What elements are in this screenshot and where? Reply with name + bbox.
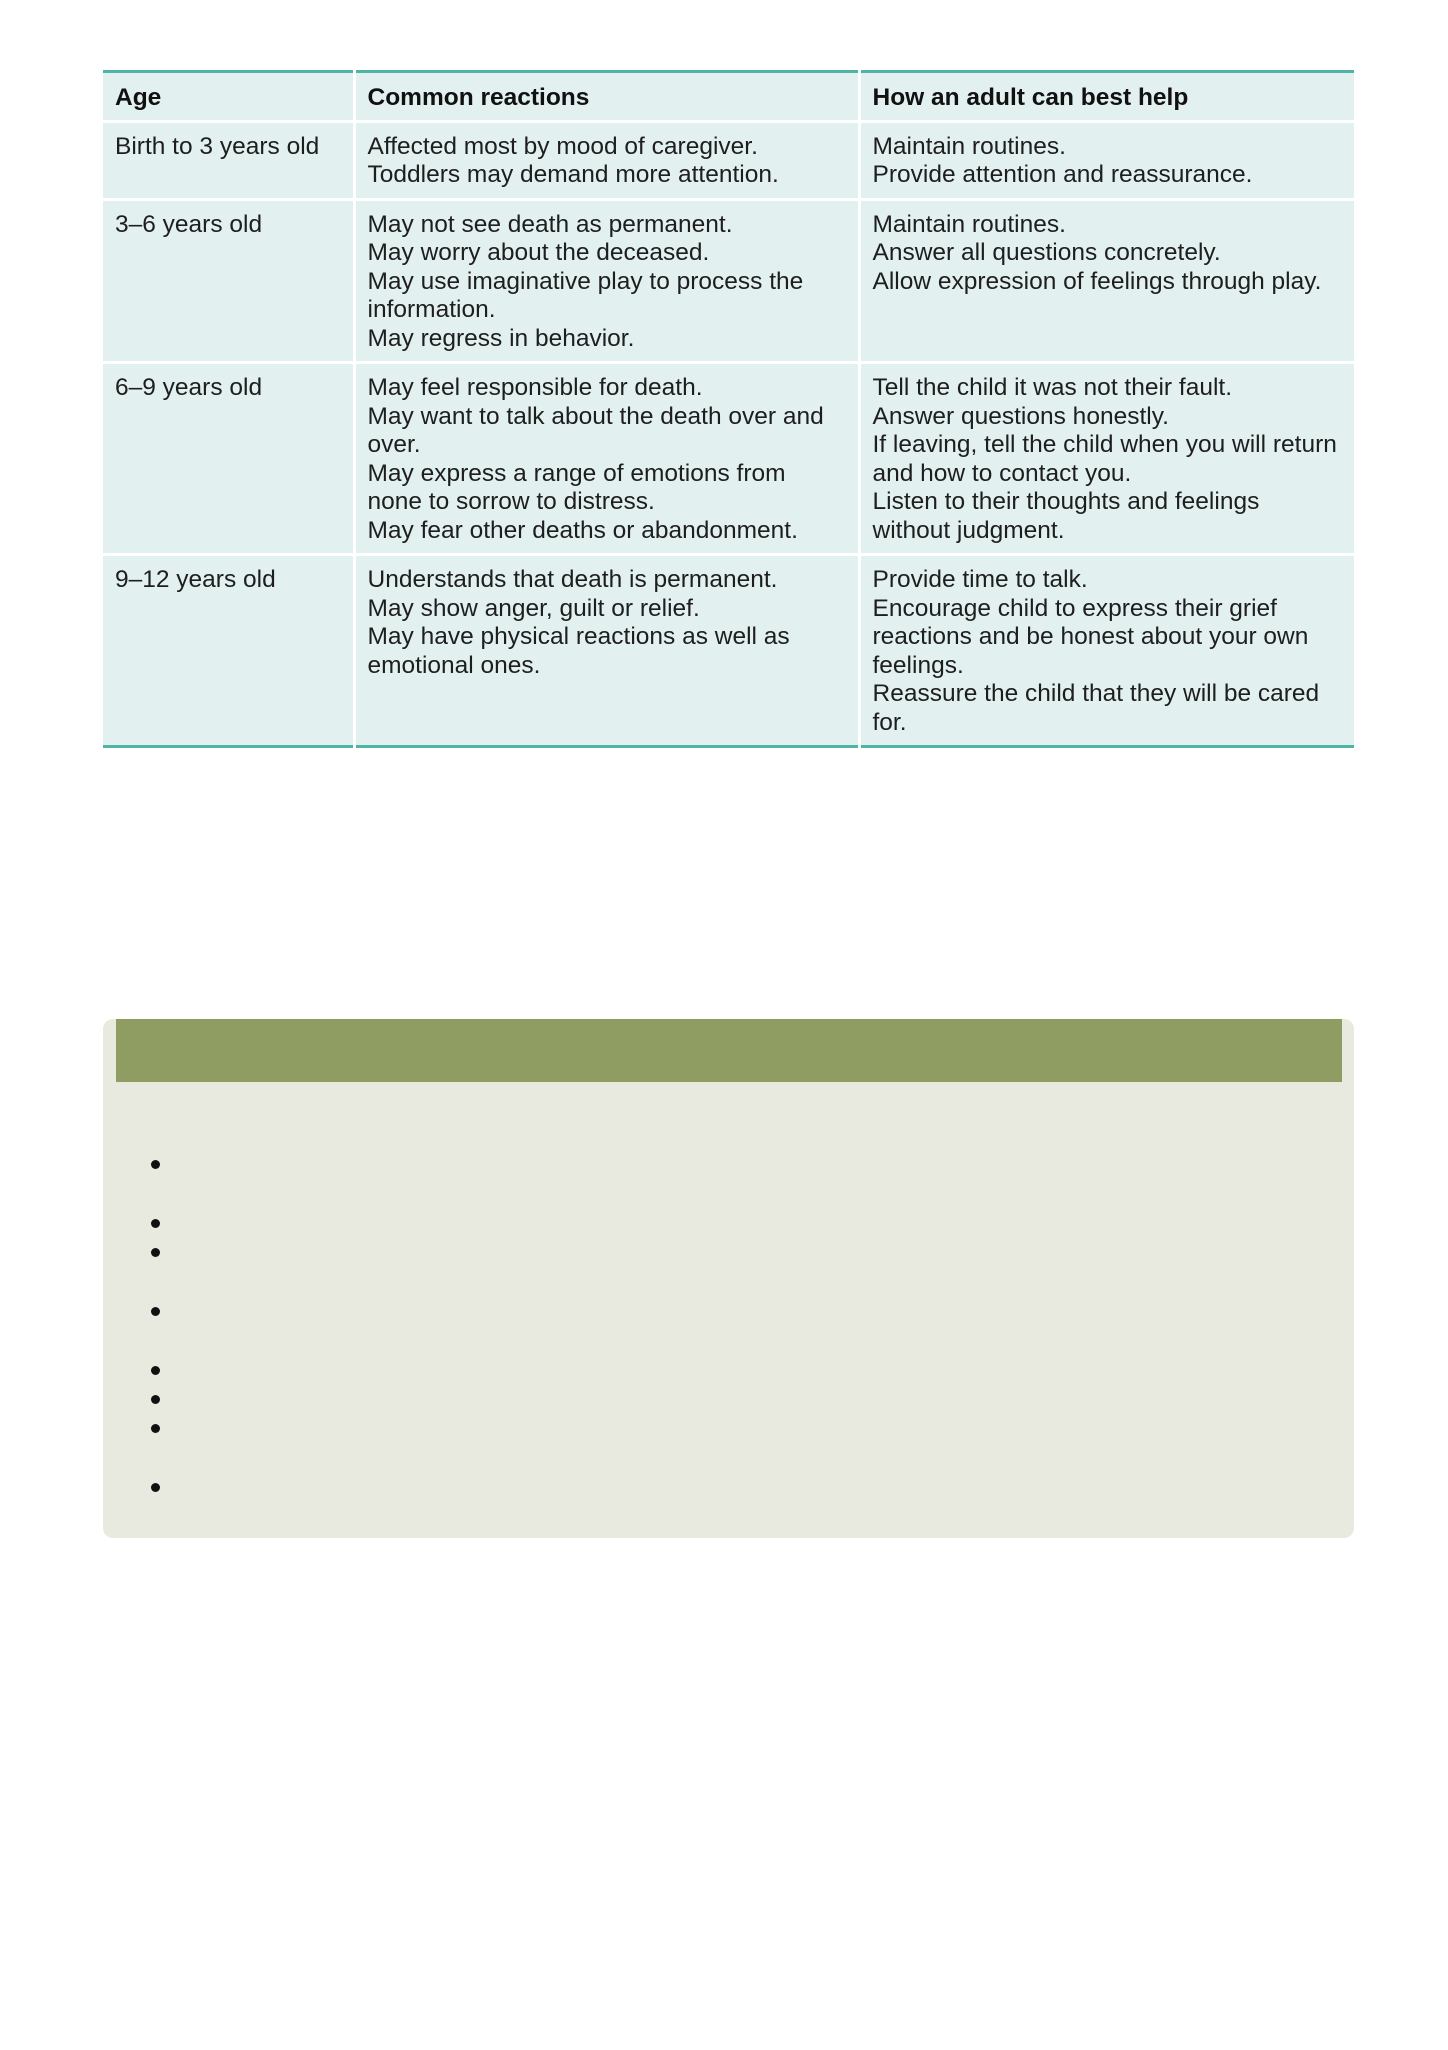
help-line: Provide time to talk. <box>872 566 1088 593</box>
reaction-line: Affected most by mood of caregiver. <box>367 132 758 160</box>
tips-panel <box>103 1019 1354 1538</box>
help-line: Listen to their thoughts and feelings without judgment. <box>872 488 1260 544</box>
reactions-cell <box>354 555 859 747</box>
reaction-line: May not see death as permanent. <box>367 210 733 238</box>
help-line: Maintain routines. <box>872 132 1066 160</box>
help-cell <box>859 199 1354 363</box>
reaction-line: May use imaginative play to process the information. <box>367 267 804 323</box>
list-item-bullet <box>151 1483 160 1492</box>
reaction-line: May show anger, guilt or relief. <box>367 594 700 622</box>
table-row <box>103 555 1354 747</box>
reaction-line: May want to talk about the death over and over. <box>367 402 824 458</box>
reaction-line: Understands that death is permanent. <box>367 566 778 593</box>
help-line: Provide attention and reassurance. <box>872 161 1253 188</box>
table-header-row <box>103 72 1354 122</box>
reactions-cell <box>354 363 859 555</box>
reactions-cell <box>354 199 859 363</box>
help-line: Reassure the child that they will be cared for. <box>872 680 1320 736</box>
tips-bullet-list <box>103 1019 1354 1538</box>
help-line: Maintain routines. <box>872 210 1066 238</box>
list-item-bullet <box>151 1307 160 1316</box>
list-item-bullet <box>151 1366 160 1375</box>
help-cell <box>859 555 1354 747</box>
list-item-bullet <box>151 1424 160 1433</box>
reaction-line: May fear other deaths or abandonment. <box>367 516 798 544</box>
reaction-line: May express a range of emotions from none to sorrow to distress. <box>367 459 786 515</box>
list-item-bullet <box>151 1395 160 1404</box>
age-cell: Birth to 3 years old <box>103 121 354 199</box>
age-cell: 6–9 years old <box>103 363 354 555</box>
help-line: If leaving, tell the child when you will return and how to contact you. <box>872 431 1337 487</box>
help-line: Answer questions honestly. <box>872 402 1169 430</box>
help-line: Encourage child to express their grief reactions and be honest about your own feelings. <box>872 594 1309 679</box>
header-how-to-help: How an adult can best help <box>859 72 1354 122</box>
table-row <box>103 363 1354 555</box>
help-line: Allow expression of feelings through play. <box>872 267 1322 295</box>
table-row <box>103 199 1354 363</box>
help-line: Answer all questions concretely. <box>872 239 1221 266</box>
reaction-line: May feel responsible for death. <box>367 374 703 401</box>
header-common-reactions: Common reactions <box>354 72 859 122</box>
list-item-bullet <box>151 1248 160 1257</box>
reaction-line: May worry about the deceased. <box>367 239 710 266</box>
header-age: Age <box>103 72 354 122</box>
list-item-bullet <box>151 1219 160 1228</box>
help-line: Tell the child it was not their fault. <box>872 374 1233 401</box>
help-cell <box>859 121 1354 199</box>
help-cell <box>859 363 1354 555</box>
reactions-cell <box>354 121 859 199</box>
list-item-bullet <box>151 1160 160 1169</box>
age-cell: 3–6 years old <box>103 199 354 363</box>
reaction-line: May have physical reactions as well as emotional ones. <box>367 623 790 679</box>
reaction-line: May regress in behavior. <box>367 324 635 352</box>
grief-reactions-table <box>103 70 1354 748</box>
table-row <box>103 121 1354 199</box>
age-cell: 9–12 years old <box>103 555 354 747</box>
reaction-line: Toddlers may demand more attention. <box>367 161 779 188</box>
